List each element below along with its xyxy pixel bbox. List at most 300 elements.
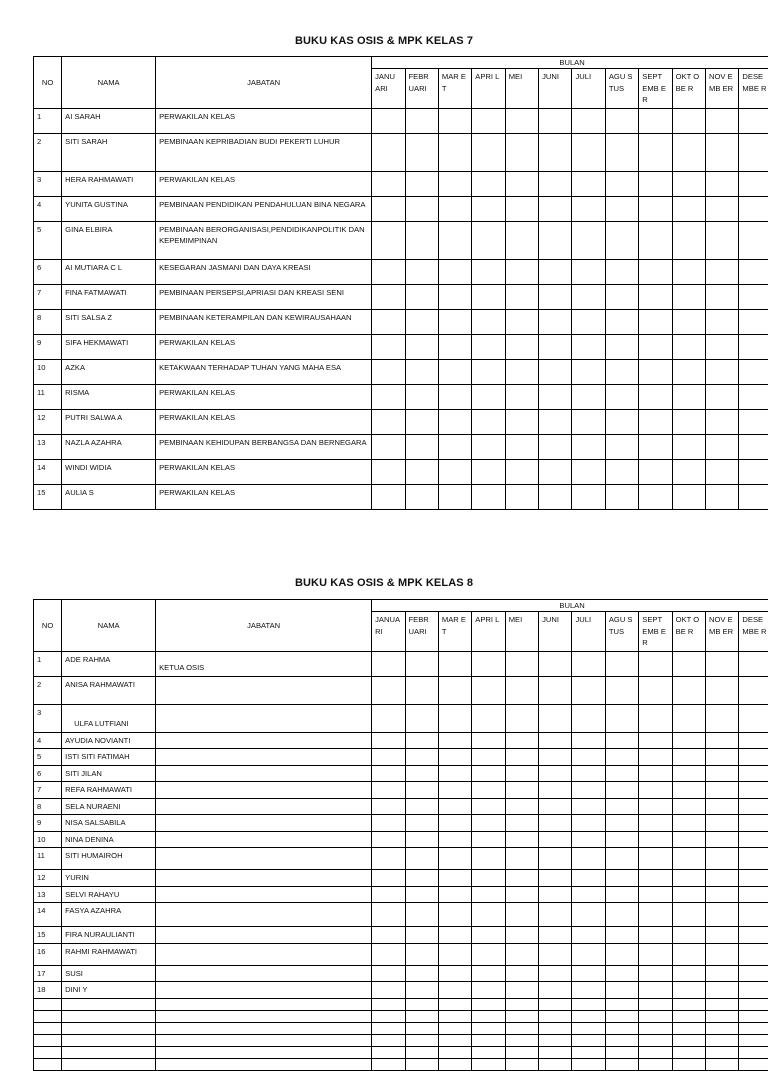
month-payment-cell[interactable] — [672, 133, 705, 171]
month-payment-cell[interactable] — [505, 484, 538, 509]
month-payment-cell[interactable] — [472, 782, 505, 799]
month-payment-cell[interactable] — [639, 334, 672, 359]
month-payment-cell[interactable] — [672, 798, 705, 815]
month-payment-cell[interactable] — [739, 903, 768, 927]
month-payment-cell[interactable] — [572, 903, 605, 927]
month-payment-cell[interactable] — [405, 334, 438, 359]
month-payment-cell[interactable] — [739, 108, 768, 133]
month-payment-cell[interactable] — [438, 886, 471, 903]
month-payment-cell[interactable] — [372, 484, 405, 509]
month-payment-cell[interactable] — [438, 434, 471, 459]
month-payment-cell[interactable] — [572, 1046, 605, 1058]
month-payment-cell[interactable] — [438, 903, 471, 927]
month-payment-cell[interactable] — [706, 1058, 739, 1070]
month-payment-cell[interactable] — [438, 196, 471, 221]
month-payment-cell[interactable] — [672, 434, 705, 459]
month-payment-cell[interactable] — [572, 1034, 605, 1046]
month-payment-cell[interactable] — [438, 334, 471, 359]
month-payment-cell[interactable] — [372, 732, 405, 749]
month-payment-cell[interactable] — [438, 1046, 471, 1058]
month-payment-cell[interactable] — [405, 359, 438, 384]
month-payment-cell[interactable] — [405, 848, 438, 870]
month-payment-cell[interactable] — [672, 848, 705, 870]
month-payment-cell[interactable] — [706, 484, 739, 509]
month-payment-cell[interactable] — [639, 943, 672, 965]
month-payment-cell[interactable] — [539, 221, 572, 259]
month-payment-cell[interactable] — [405, 732, 438, 749]
month-payment-cell[interactable] — [539, 732, 572, 749]
month-payment-cell[interactable] — [706, 870, 739, 887]
month-payment-cell[interactable] — [639, 676, 672, 704]
month-payment-cell[interactable] — [572, 359, 605, 384]
month-payment-cell[interactable] — [739, 848, 768, 870]
month-payment-cell[interactable] — [639, 732, 672, 749]
month-payment-cell[interactable] — [639, 434, 672, 459]
month-payment-cell[interactable] — [505, 903, 538, 927]
month-payment-cell[interactable] — [739, 732, 768, 749]
month-payment-cell[interactable] — [706, 309, 739, 334]
month-payment-cell[interactable] — [706, 704, 739, 732]
month-payment-cell[interactable] — [572, 384, 605, 409]
month-payment-cell[interactable] — [405, 886, 438, 903]
month-payment-cell[interactable] — [706, 943, 739, 965]
month-payment-cell[interactable] — [572, 309, 605, 334]
month-payment-cell[interactable] — [505, 798, 538, 815]
month-payment-cell[interactable] — [672, 259, 705, 284]
month-payment-cell[interactable] — [405, 903, 438, 927]
month-payment-cell[interactable] — [605, 870, 638, 887]
month-payment-cell[interactable] — [472, 108, 505, 133]
month-payment-cell[interactable] — [472, 943, 505, 965]
month-payment-cell[interactable] — [572, 815, 605, 832]
month-payment-cell[interactable] — [505, 409, 538, 434]
month-payment-cell[interactable] — [605, 848, 638, 870]
month-payment-cell[interactable] — [572, 196, 605, 221]
month-payment-cell[interactable] — [438, 409, 471, 434]
month-payment-cell[interactable] — [539, 484, 572, 509]
month-payment-cell[interactable] — [405, 171, 438, 196]
month-payment-cell[interactable] — [572, 1010, 605, 1022]
month-payment-cell[interactable] — [572, 334, 605, 359]
month-payment-cell[interactable] — [739, 384, 768, 409]
month-payment-cell[interactable] — [572, 108, 605, 133]
month-payment-cell[interactable] — [672, 831, 705, 848]
month-payment-cell[interactable] — [539, 384, 572, 409]
month-payment-cell[interactable] — [539, 798, 572, 815]
month-payment-cell[interactable] — [572, 848, 605, 870]
month-payment-cell[interactable] — [605, 359, 638, 384]
month-payment-cell[interactable] — [739, 1046, 768, 1058]
month-payment-cell[interactable] — [605, 196, 638, 221]
month-payment-cell[interactable] — [505, 434, 538, 459]
month-payment-cell[interactable] — [706, 259, 739, 284]
month-payment-cell[interactable] — [572, 798, 605, 815]
month-payment-cell[interactable] — [706, 982, 739, 999]
month-payment-cell[interactable] — [739, 815, 768, 832]
month-payment-cell[interactable] — [438, 484, 471, 509]
month-payment-cell[interactable] — [405, 284, 438, 309]
month-payment-cell[interactable] — [405, 1058, 438, 1070]
month-payment-cell[interactable] — [472, 927, 505, 944]
month-payment-cell[interactable] — [472, 334, 505, 359]
month-payment-cell[interactable] — [372, 334, 405, 359]
month-payment-cell[interactable] — [739, 284, 768, 309]
month-payment-cell[interactable] — [472, 171, 505, 196]
month-payment-cell[interactable] — [672, 998, 705, 1010]
month-payment-cell[interactable] — [639, 259, 672, 284]
month-payment-cell[interactable] — [472, 704, 505, 732]
month-payment-cell[interactable] — [372, 903, 405, 927]
month-payment-cell[interactable] — [539, 1010, 572, 1022]
month-payment-cell[interactable] — [405, 765, 438, 782]
month-payment-cell[interactable] — [472, 259, 505, 284]
month-payment-cell[interactable] — [605, 732, 638, 749]
month-payment-cell[interactable] — [505, 998, 538, 1010]
month-payment-cell[interactable] — [405, 221, 438, 259]
month-payment-cell[interactable] — [405, 1046, 438, 1058]
month-payment-cell[interactable] — [505, 1010, 538, 1022]
month-payment-cell[interactable] — [605, 409, 638, 434]
month-payment-cell[interactable] — [505, 1034, 538, 1046]
month-payment-cell[interactable] — [739, 1010, 768, 1022]
month-payment-cell[interactable] — [438, 965, 471, 982]
month-payment-cell[interactable] — [438, 133, 471, 171]
month-payment-cell[interactable] — [672, 284, 705, 309]
month-payment-cell[interactable] — [672, 651, 705, 676]
month-payment-cell[interactable] — [505, 359, 538, 384]
month-payment-cell[interactable] — [605, 903, 638, 927]
month-payment-cell[interactable] — [605, 1034, 638, 1046]
month-payment-cell[interactable] — [639, 108, 672, 133]
month-payment-cell[interactable] — [438, 815, 471, 832]
month-payment-cell[interactable] — [405, 108, 438, 133]
month-payment-cell[interactable] — [639, 1046, 672, 1058]
month-payment-cell[interactable] — [572, 982, 605, 999]
month-payment-cell[interactable] — [438, 1058, 471, 1070]
month-payment-cell[interactable] — [472, 221, 505, 259]
month-payment-cell[interactable] — [372, 1046, 405, 1058]
month-payment-cell[interactable] — [639, 221, 672, 259]
month-payment-cell[interactable] — [438, 831, 471, 848]
month-payment-cell[interactable] — [472, 651, 505, 676]
month-payment-cell[interactable] — [472, 459, 505, 484]
month-payment-cell[interactable] — [605, 1058, 638, 1070]
month-payment-cell[interactable] — [706, 133, 739, 171]
month-payment-cell[interactable] — [739, 1058, 768, 1070]
month-payment-cell[interactable] — [505, 927, 538, 944]
month-payment-cell[interactable] — [572, 651, 605, 676]
month-payment-cell[interactable] — [539, 903, 572, 927]
month-payment-cell[interactable] — [505, 749, 538, 766]
month-payment-cell[interactable] — [372, 848, 405, 870]
month-payment-cell[interactable] — [605, 1046, 638, 1058]
month-payment-cell[interactable] — [639, 765, 672, 782]
month-payment-cell[interactable] — [472, 133, 505, 171]
month-payment-cell[interactable] — [572, 133, 605, 171]
month-payment-cell[interactable] — [672, 943, 705, 965]
month-payment-cell[interactable] — [706, 359, 739, 384]
month-payment-cell[interactable] — [539, 782, 572, 799]
month-payment-cell[interactable] — [438, 1034, 471, 1046]
month-payment-cell[interactable] — [505, 886, 538, 903]
month-payment-cell[interactable] — [605, 221, 638, 259]
month-payment-cell[interactable] — [706, 886, 739, 903]
month-payment-cell[interactable] — [472, 676, 505, 704]
month-payment-cell[interactable] — [706, 815, 739, 832]
month-payment-cell[interactable] — [739, 965, 768, 982]
month-payment-cell[interactable] — [405, 831, 438, 848]
month-payment-cell[interactable] — [706, 749, 739, 766]
month-payment-cell[interactable] — [505, 1046, 538, 1058]
month-payment-cell[interactable] — [739, 651, 768, 676]
month-payment-cell[interactable] — [605, 1010, 638, 1022]
month-payment-cell[interactable] — [372, 943, 405, 965]
month-payment-cell[interactable] — [505, 1058, 538, 1070]
month-payment-cell[interactable] — [672, 704, 705, 732]
month-payment-cell[interactable] — [572, 259, 605, 284]
month-payment-cell[interactable] — [372, 798, 405, 815]
month-payment-cell[interactable] — [505, 848, 538, 870]
month-payment-cell[interactable] — [472, 815, 505, 832]
month-payment-cell[interactable] — [505, 676, 538, 704]
month-payment-cell[interactable] — [572, 284, 605, 309]
month-payment-cell[interactable] — [472, 998, 505, 1010]
month-payment-cell[interactable] — [539, 927, 572, 944]
month-payment-cell[interactable] — [605, 886, 638, 903]
month-payment-cell[interactable] — [539, 886, 572, 903]
month-payment-cell[interactable] — [372, 831, 405, 848]
month-payment-cell[interactable] — [438, 171, 471, 196]
month-payment-cell[interactable] — [572, 704, 605, 732]
month-payment-cell[interactable] — [539, 1046, 572, 1058]
month-payment-cell[interactable] — [472, 870, 505, 887]
month-payment-cell[interactable] — [706, 459, 739, 484]
month-payment-cell[interactable] — [639, 704, 672, 732]
month-payment-cell[interactable] — [372, 815, 405, 832]
month-payment-cell[interactable] — [572, 998, 605, 1010]
month-payment-cell[interactable] — [372, 982, 405, 999]
month-payment-cell[interactable] — [405, 484, 438, 509]
month-payment-cell[interactable] — [739, 782, 768, 799]
month-payment-cell[interactable] — [539, 982, 572, 999]
month-payment-cell[interactable] — [472, 384, 505, 409]
month-payment-cell[interactable] — [438, 732, 471, 749]
month-payment-cell[interactable] — [405, 676, 438, 704]
month-payment-cell[interactable] — [372, 1010, 405, 1022]
month-payment-cell[interactable] — [605, 133, 638, 171]
month-payment-cell[interactable] — [539, 309, 572, 334]
month-payment-cell[interactable] — [539, 1058, 572, 1070]
month-payment-cell[interactable] — [639, 409, 672, 434]
month-payment-cell[interactable] — [539, 965, 572, 982]
month-payment-cell[interactable] — [505, 943, 538, 965]
month-payment-cell[interactable] — [639, 982, 672, 999]
month-payment-cell[interactable] — [505, 831, 538, 848]
month-payment-cell[interactable] — [605, 749, 638, 766]
month-payment-cell[interactable] — [706, 732, 739, 749]
month-payment-cell[interactable] — [572, 732, 605, 749]
month-payment-cell[interactable] — [438, 848, 471, 870]
month-payment-cell[interactable] — [672, 765, 705, 782]
month-payment-cell[interactable] — [438, 943, 471, 965]
month-payment-cell[interactable] — [639, 927, 672, 944]
month-payment-cell[interactable] — [739, 831, 768, 848]
month-payment-cell[interactable] — [372, 1034, 405, 1046]
month-payment-cell[interactable] — [372, 749, 405, 766]
month-payment-cell[interactable] — [372, 409, 405, 434]
month-payment-cell[interactable] — [739, 765, 768, 782]
month-payment-cell[interactable] — [672, 982, 705, 999]
month-payment-cell[interactable] — [472, 965, 505, 982]
month-payment-cell[interactable] — [438, 998, 471, 1010]
month-payment-cell[interactable] — [739, 927, 768, 944]
month-payment-cell[interactable] — [739, 133, 768, 171]
month-payment-cell[interactable] — [605, 434, 638, 459]
month-payment-cell[interactable] — [639, 1058, 672, 1070]
month-payment-cell[interactable] — [505, 704, 538, 732]
month-payment-cell[interactable] — [605, 459, 638, 484]
month-payment-cell[interactable] — [706, 765, 739, 782]
month-payment-cell[interactable] — [505, 133, 538, 171]
month-payment-cell[interactable] — [572, 749, 605, 766]
month-payment-cell[interactable] — [505, 284, 538, 309]
month-payment-cell[interactable] — [605, 484, 638, 509]
month-payment-cell[interactable] — [605, 998, 638, 1010]
month-payment-cell[interactable] — [605, 798, 638, 815]
month-payment-cell[interactable] — [372, 765, 405, 782]
month-payment-cell[interactable] — [539, 359, 572, 384]
month-payment-cell[interactable] — [672, 484, 705, 509]
month-payment-cell[interactable] — [438, 309, 471, 334]
month-payment-cell[interactable] — [505, 870, 538, 887]
month-payment-cell[interactable] — [605, 259, 638, 284]
month-payment-cell[interactable] — [438, 676, 471, 704]
month-payment-cell[interactable] — [639, 886, 672, 903]
month-payment-cell[interactable] — [405, 1034, 438, 1046]
month-payment-cell[interactable] — [372, 870, 405, 887]
month-payment-cell[interactable] — [405, 133, 438, 171]
month-payment-cell[interactable] — [672, 1058, 705, 1070]
month-payment-cell[interactable] — [672, 221, 705, 259]
month-payment-cell[interactable] — [539, 870, 572, 887]
month-payment-cell[interactable] — [706, 1034, 739, 1046]
month-payment-cell[interactable] — [405, 704, 438, 732]
month-payment-cell[interactable] — [539, 1034, 572, 1046]
month-payment-cell[interactable] — [672, 732, 705, 749]
month-payment-cell[interactable] — [438, 459, 471, 484]
month-payment-cell[interactable] — [438, 749, 471, 766]
month-payment-cell[interactable] — [438, 927, 471, 944]
month-payment-cell[interactable] — [372, 782, 405, 799]
month-payment-cell[interactable] — [405, 409, 438, 434]
month-payment-cell[interactable] — [438, 259, 471, 284]
month-payment-cell[interactable] — [438, 108, 471, 133]
month-payment-cell[interactable] — [572, 676, 605, 704]
month-payment-cell[interactable] — [639, 651, 672, 676]
month-payment-cell[interactable] — [438, 870, 471, 887]
month-payment-cell[interactable] — [405, 749, 438, 766]
month-payment-cell[interactable] — [605, 982, 638, 999]
month-payment-cell[interactable] — [639, 998, 672, 1010]
month-payment-cell[interactable] — [706, 284, 739, 309]
month-payment-cell[interactable] — [672, 108, 705, 133]
month-payment-cell[interactable] — [605, 943, 638, 965]
month-payment-cell[interactable] — [505, 171, 538, 196]
month-payment-cell[interactable] — [605, 651, 638, 676]
month-payment-cell[interactable] — [605, 704, 638, 732]
month-payment-cell[interactable] — [572, 943, 605, 965]
month-payment-cell[interactable] — [372, 651, 405, 676]
month-payment-cell[interactable] — [706, 651, 739, 676]
month-payment-cell[interactable] — [438, 798, 471, 815]
month-payment-cell[interactable] — [605, 284, 638, 309]
month-payment-cell[interactable] — [472, 848, 505, 870]
month-payment-cell[interactable] — [639, 749, 672, 766]
month-payment-cell[interactable] — [505, 259, 538, 284]
month-payment-cell[interactable] — [706, 903, 739, 927]
month-payment-cell[interactable] — [672, 1010, 705, 1022]
month-payment-cell[interactable] — [739, 749, 768, 766]
month-payment-cell[interactable] — [505, 815, 538, 832]
month-payment-cell[interactable] — [438, 384, 471, 409]
month-payment-cell[interactable] — [405, 982, 438, 999]
month-payment-cell[interactable] — [672, 815, 705, 832]
month-payment-cell[interactable] — [405, 798, 438, 815]
month-payment-cell[interactable] — [372, 196, 405, 221]
month-payment-cell[interactable] — [472, 1010, 505, 1022]
month-payment-cell[interactable] — [605, 831, 638, 848]
month-payment-cell[interactable] — [505, 732, 538, 749]
month-payment-cell[interactable] — [672, 409, 705, 434]
month-payment-cell[interactable] — [539, 259, 572, 284]
month-payment-cell[interactable] — [739, 259, 768, 284]
month-payment-cell[interactable] — [472, 484, 505, 509]
month-payment-cell[interactable] — [739, 676, 768, 704]
month-payment-cell[interactable] — [572, 434, 605, 459]
month-payment-cell[interactable] — [739, 196, 768, 221]
month-payment-cell[interactable] — [739, 484, 768, 509]
month-payment-cell[interactable] — [472, 309, 505, 334]
month-payment-cell[interactable] — [405, 965, 438, 982]
month-payment-cell[interactable] — [372, 886, 405, 903]
month-payment-cell[interactable] — [539, 171, 572, 196]
month-payment-cell[interactable] — [739, 434, 768, 459]
month-payment-cell[interactable] — [672, 359, 705, 384]
month-payment-cell[interactable] — [372, 108, 405, 133]
month-payment-cell[interactable] — [472, 886, 505, 903]
month-payment-cell[interactable] — [672, 384, 705, 409]
month-payment-cell[interactable] — [438, 284, 471, 309]
month-payment-cell[interactable] — [405, 782, 438, 799]
month-payment-cell[interactable] — [605, 765, 638, 782]
month-payment-cell[interactable] — [472, 749, 505, 766]
month-payment-cell[interactable] — [405, 1010, 438, 1022]
month-payment-cell[interactable] — [472, 982, 505, 999]
month-payment-cell[interactable] — [672, 927, 705, 944]
month-payment-cell[interactable] — [539, 284, 572, 309]
month-payment-cell[interactable] — [572, 484, 605, 509]
month-payment-cell[interactable] — [372, 704, 405, 732]
month-payment-cell[interactable] — [739, 943, 768, 965]
month-payment-cell[interactable] — [372, 309, 405, 334]
month-payment-cell[interactable] — [672, 886, 705, 903]
month-payment-cell[interactable] — [706, 831, 739, 848]
month-payment-cell[interactable] — [739, 982, 768, 999]
month-payment-cell[interactable] — [706, 171, 739, 196]
month-payment-cell[interactable] — [672, 903, 705, 927]
month-payment-cell[interactable] — [539, 133, 572, 171]
month-payment-cell[interactable] — [539, 749, 572, 766]
